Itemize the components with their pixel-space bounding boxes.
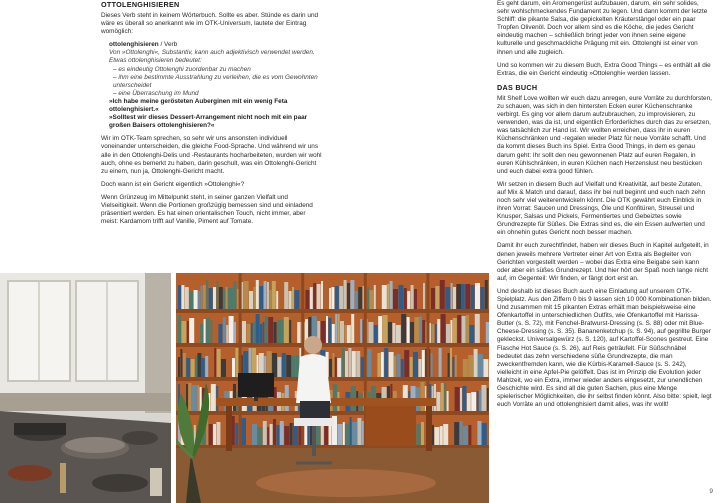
body-paragraph: Und deshalb ist dieses Buch auch eine Einladung auf unserem OTK-Spielplatz. Aus den Ziffern 0 bis 9 lassen sich 10 000 Kombinationen bilden. Und zusammen mit 15 pikanten Extras erhält man beispielsweise eine Ofenkartoffel in unterschiedlichen Outfits, wie Ofenkartoffel mit Harissa-Butter (s. S. 72), mit Fenchel-Bratwurst-Dressing (s. S. 88) oder mit Blue-Cheese-Dressing (s. S. 35). Bananenketchup (s. S. 94), auf gegrillte Burger gekleckst. Universalgewürz (s. S. 120), auf Kartoffel-Scones gestreut. Eine Flasche Hot Sauce (s. S. 26), auf Reis geträufelt. Für Süßschnäbel bedeutet das zehn verschiedene süße Grundrezepte, die man zweckentfremden kann, wie die Kürbis-Karamell-Sauce (s. S. 242), vielleicht in eine Apfel-Pie gelöffelt. Das ist im Prinzip die Evolution jeder Mahlzeit, wo ein Extra, immer wieder anders eingesetzt, zur unendlichen Geschichte wird. Es sind all die guten Sachen, plus eine Menge spielerischer Möglichkeiten, die ihr selbst finden könnt. Also bitte: spielt, legt euch Vorräte an und ottolenghisiert damit alles, was ihr wollt!: [497, 287, 712, 409]
definition-item: – eine Überraschung im Mund: [113, 89, 199, 97]
definition-item: – es eindeutig Ottolenghi zuordenbar zu machen: [113, 65, 251, 73]
body-paragraph: Wir setzen in diesem Buch auf Vielfalt und Kreativität, auf beste Zutaten, auf Mix & Match und darauf, dass ihr bei null beginnt und euch nach zehn noch sehr viel weiterentwickeln könnt. Die OTK gewährt euch Einblick in ihren Vorrat: Saucen und Dressings, Öle und Konfitüren, Streusel und Knusper, Salsas und Pickels, Fermentiertes und Gebeiztes sowie Grundrezepte für Süßes. Die Extras sind es, die ein Essen aufwerten und ein ohnehin gutes Gericht noch besser machen.: [497, 180, 706, 237]
heading-das-buch: DAS BUCH: [497, 82, 538, 92]
example-quote: »Ich habe meine gerösteten Auberginen mit ein wenig Feta ottolenghisiert.«: [109, 97, 288, 114]
body-paragraph: Mit Shelf Love wollten wir euch dazu anregen, eure Vorräte zu durchforsten, zu schauen, was sich in den hintersten Ecken eurer Küchenschranke verbirgt. Es ging vor allem darum aufzubrauchen, zu improvisieren, zu verwenden, was da ist, und eigentlich Erforderliches durch das zu ersetzen, was tatsächlich zur Hand ist. Wir wollten erreichen, dass ihr in euren Küchenschränken und -regalen wieder Platz für neue Vorräte schafft. Und da kommt dieses Buch ins Spiel. Extra Good Things, in dem es genau darum geht: Ihr sollt den neu gewonnenen Platz auf euren Regalen, in euren Kühlschränken, in euren Küchen nach Herzenslust neu bestücken und euch dabei extra good fühlen.: [497, 94, 712, 175]
left-text-column: [101, 0, 323, 231]
body-paragraph: Damit ihr euch zurechtfindet, haben wir dieses Buch in Kapitel aufgeteilt, in denen jeweils mehrere Vertreter einer Art von Extra als Begleiter von Gerichten vorgestellt werden – wobei das Extra eine Beigabe sein kann oder aber ein süßes Grundrezept. Und hier hört der Spaß noch lange nicht auf, im Gegenteil: Wir finden, er fängt dort erst an.: [497, 242, 709, 282]
definition-list: [113, 66, 323, 98]
body-paragraph: Doch wann ist ein Gericht eigentlich »Ottolenghi«?: [101, 180, 245, 188]
headword: ottolenghisieren: [109, 41, 159, 49]
body-paragraph: Es geht darum, ein Aromengerüst aufzubauen, darum, ein sehr solides, sehr wohlschmeckendes Fundament zu legen. Und dann kommt der letzte Schliff: die pikante Salsa, die gepickelten Kräuterstängel oder ein paar Tropfen Olivenöl. Doch vor allem sind es die Köche, die jedes Gericht eindeutig machen – schließlich bringt jeder von ihnen seine eigene kulturelle und geschmackliche Prägung mit ein. Ottolenghi ist einer von ihnen und alle zugleich.: [497, 0, 708, 56]
right-text-column: [497, 0, 712, 414]
intro-paragraph: Dieses Verb steht in keinem Wörterbuch. Sollte es aber. Stünde es darin und wäre es überall so anerkannt wie im OTK-Universum, lautete der Eintrag womöglich:: [101, 12, 319, 36]
heading-ottolenghisieren: OTTOLENGHISIEREN: [101, 0, 180, 9]
example-quote: »Solltest wir dieses Dessert-Arrangement nicht noch mit ein paar großen Baisers ottolenghisieren?«: [109, 114, 308, 130]
bookshelf-office-photo: [176, 273, 489, 503]
body-paragraph: Wir im OTK-Team sprechen, so sehr wir uns ansonsten individuell voneinander unterscheiden, die gleiche Food-Sprache. Und während wir uns alle in den Ottolenghi-Delis und -Restaurants hocharbeiteten, wurden wir wohl auch, ohne es bemerkt zu haben, darin geschult, was ein Ottolenghi-Gericht zu einem, nun ja, Ottolenghi-Gericht macht.: [101, 135, 322, 175]
body-paragraph: Und so kommen wir zu diesem Buch, Extra Good Things – es enthält all die Extras, die ein Gericht eindeutig »Ottolenghi« werden lassen.: [497, 61, 711, 77]
definition-head: [109, 41, 323, 49]
kitchen-photo: [0, 273, 171, 503]
part-of-speech: / Verb: [158, 41, 178, 49]
definition-box: [109, 41, 323, 130]
definition-text: Von »Ottolenghi«, Substantiv, kann auch adjektivisch verwendet werden. Etwas ottolenghisieren bedeutet:: [109, 49, 315, 65]
body-paragraph: Wenn Grünzeug im Mittelpunkt steht, in seiner ganzen Vielfalt und Vielseitigkeit. Wenn die Portionen großzügig bemessen sind und einladend präsentiert werden. Es hat einen orientalischen Touch, nicht immer, aber meist: Kardamom trifft auf Vanille, Piment auf Tomate.: [101, 193, 313, 226]
definition-item: – ihm eine bestimmte Ausstrahlung zu verleihen, die es vom Gewohnten unterscheidet: [113, 73, 318, 89]
page-number: 9: [709, 488, 713, 495]
